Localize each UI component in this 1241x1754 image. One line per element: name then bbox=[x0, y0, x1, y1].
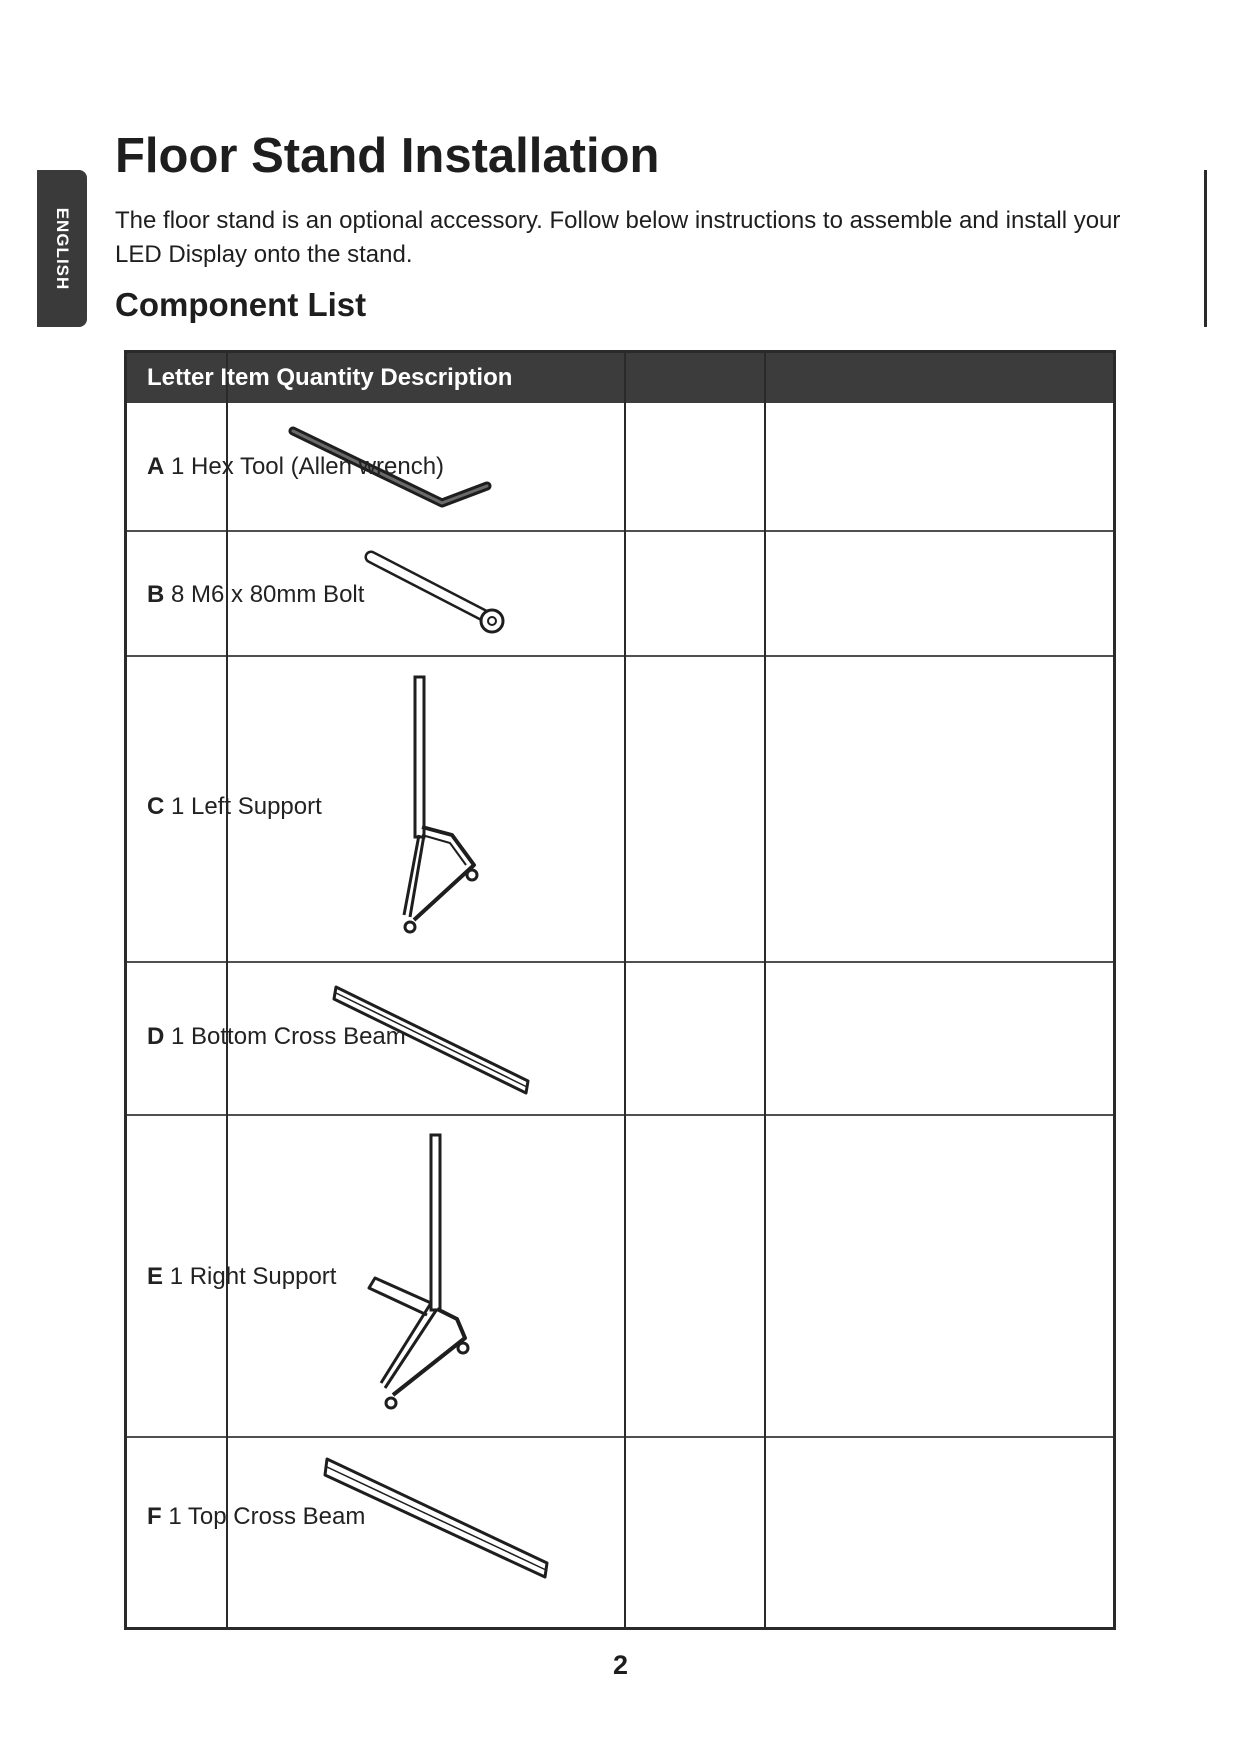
row-letter: D bbox=[147, 1023, 165, 1050]
page-number: 2 bbox=[612, 1650, 629, 1680]
table-header-label: Letter Item Quantity Description bbox=[147, 364, 513, 391]
table-row bbox=[147, 1263, 336, 1291]
table-row bbox=[147, 1023, 406, 1051]
table-row bbox=[147, 453, 444, 481]
column-divider bbox=[226, 353, 228, 1627]
row-letter: A bbox=[147, 453, 165, 480]
row-item-text: 1 Left Support bbox=[171, 793, 322, 820]
bolt-icon bbox=[365, 551, 525, 641]
right-support-icon bbox=[365, 1133, 515, 1423]
language-tab bbox=[37, 170, 87, 327]
intro-paragraph: The floor stand is an optional accessory. Follow below instructions to assemble and install your LED Display onto the stand. bbox=[115, 207, 1121, 268]
row-letter: C bbox=[147, 793, 165, 820]
table-row bbox=[147, 1503, 365, 1531]
row-letter: B bbox=[147, 581, 165, 608]
row-item-text: 1 Bottom Cross Beam bbox=[171, 1023, 406, 1050]
row-letter: E bbox=[147, 1263, 164, 1290]
section-title: Component List bbox=[115, 286, 367, 323]
column-divider bbox=[624, 353, 626, 1627]
row-divider bbox=[127, 961, 1113, 963]
component-table bbox=[124, 350, 1116, 1630]
row-divider bbox=[127, 1114, 1113, 1116]
margin-rule bbox=[1204, 170, 1207, 327]
page-title: Floor Stand Installation bbox=[115, 129, 660, 183]
row-item-text: 1 Hex Tool (Allen wrench) bbox=[171, 453, 445, 480]
table-row bbox=[147, 793, 322, 821]
table-row bbox=[147, 581, 364, 609]
row-divider bbox=[127, 530, 1113, 532]
row-divider bbox=[127, 1436, 1113, 1438]
left-support-icon bbox=[392, 675, 532, 945]
column-divider bbox=[764, 353, 766, 1627]
language-tab-label: ENGLISH bbox=[53, 207, 72, 290]
row-letter: F bbox=[147, 1503, 162, 1530]
row-divider bbox=[127, 655, 1113, 657]
row-item-text: 8 M6 x 80mm Bolt bbox=[171, 581, 365, 608]
row-item-text: 1 Top Cross Beam bbox=[168, 1503, 366, 1530]
row-item-text: 1 Right Support bbox=[169, 1263, 337, 1290]
